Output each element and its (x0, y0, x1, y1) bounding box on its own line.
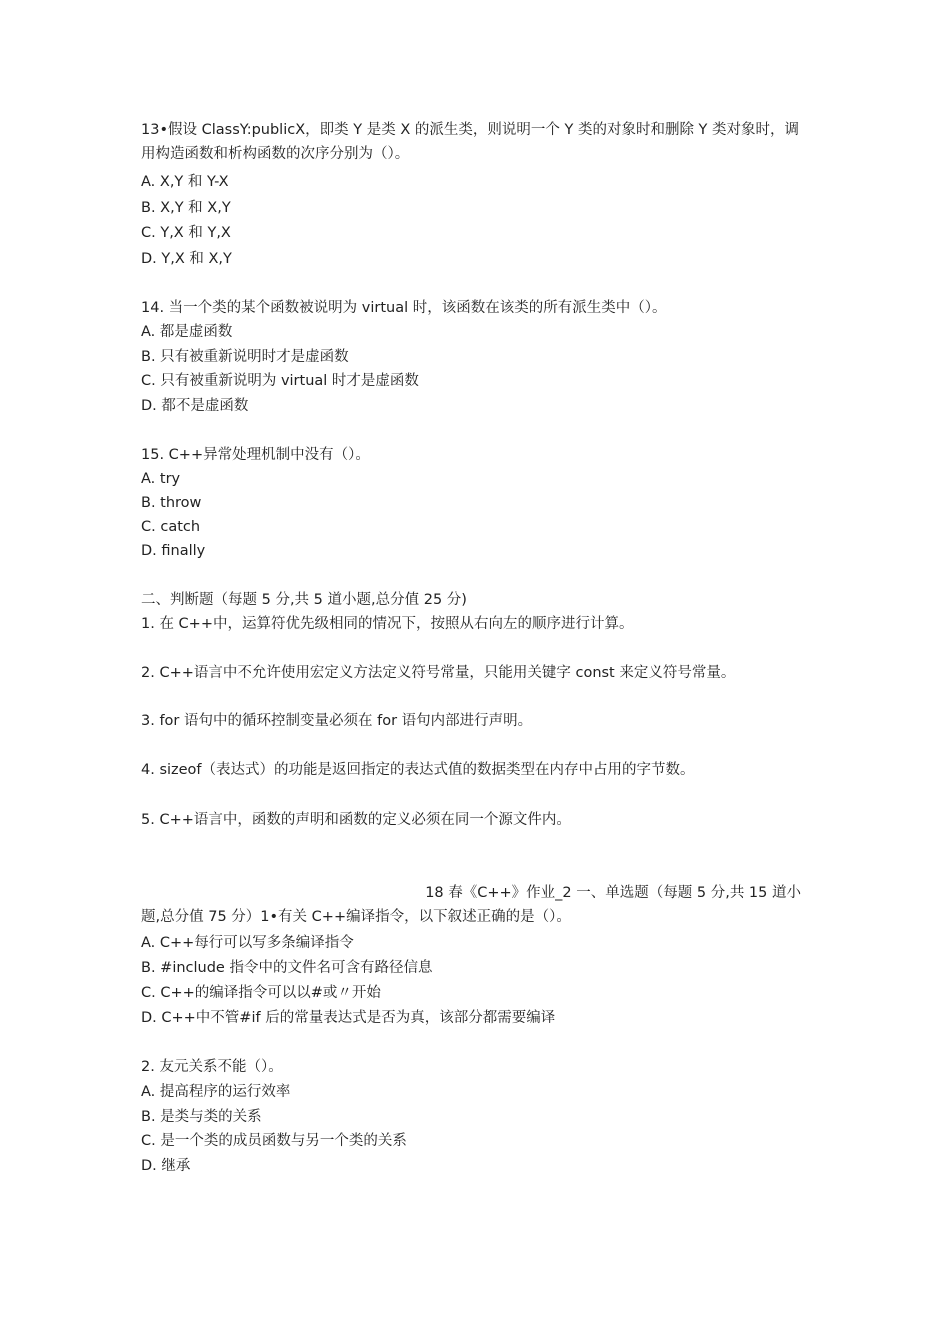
q2-option-c: C. 是一个类的成员函数与另一个类的关系 (141, 1133, 407, 1149)
q13-option-a: A. X,Y 和 Y-X (141, 174, 229, 190)
q13-option-c: C. Y,X 和 Y,X (141, 225, 231, 241)
q15-option-c: C. catch (141, 519, 201, 535)
q15-option-a: A. try (141, 471, 181, 487)
judge-item-4: 4. sizeof（表达式）的功能是返回指定的表达式值的数据类型在内存中占用的字节数。 (141, 762, 695, 778)
judge-item-5: 5. C++语言中，函数的声明和函数的定义必须在同一个源文件内。 (141, 812, 571, 828)
judge-heading: 二、判断题（每题 5 分,共 5 道小题,总分值 25 分) (141, 592, 467, 608)
q14-option-c: C. 只有被重新说明为 virtual 时才是虚函数 (141, 373, 419, 389)
judge-item-1: 1. 在 C++中，运算符优先级相同的情况下，按照从右向左的顺序进行计算。 (141, 616, 634, 632)
q2-option-b: B. 是类与类的关系 (141, 1109, 262, 1125)
q15-option-d: D. finally (141, 543, 206, 559)
q2-option-a: A. 提高程序的运行效率 (141, 1084, 291, 1100)
judge-item-3: 3. for 语句中的循环控制变量必须在 for 语句内部进行声明。 (141, 713, 533, 729)
hw2-q1-option-b: B. #include 指令中的文件名可含有路径信息 (141, 960, 433, 976)
hw2-q1-option-d: D. C++中不管#if 后的常量表达式是否为真，该部分都需要编译 (141, 1010, 556, 1026)
q2-option-d: D. 继承 (141, 1158, 191, 1174)
question-13-text: 13•假设 ClassY:publicX，即类 Y 是类 X 的派生类，则说明一个 Y 类的对象时和删除 Y 类对象时，调用构造函数和析构函数的次序分别为（）。 (141, 122, 800, 162)
question-14-text: 14. 当一个类的某个函数被说明为 virtual 时，该函数在该类的所有派生类中（）。 (141, 300, 667, 316)
q14-option-a: A. 都是虚函数 (141, 324, 233, 340)
question-2-text: 2. 友元关系不能（）。 (141, 1059, 283, 1075)
hw2-q1-option-c: C. C++的编译指令可以以#或〃开始 (141, 985, 381, 1001)
hw2-q1-option-a: A. C++每行可以写多条编译指令 (141, 935, 354, 951)
q13-option-b: B. X,Y 和 X,Y (141, 200, 231, 216)
judge-item-2: 2. C++语言中不允许使用宏定义方法定义符号常量，只能用关键字 const 来定义符号常量。 (141, 665, 736, 681)
q14-option-d: D. 都不是虚函数 (141, 398, 249, 414)
q13-option-d: D. Y,X 和 X,Y (141, 251, 232, 267)
hw2-question-1-text: 题,总分值 75 分）1•有关 C++编译指令，以下叙述正确的是（）。 (141, 909, 571, 925)
q14-option-b: B. 只有被重新说明时才是虚函数 (141, 349, 349, 365)
q15-option-b: B. throw (141, 495, 202, 511)
hw2-title-line: 18 春《C++》作业_2 一、单选题（每题 5 分,共 15 道小 (425, 885, 801, 901)
question-15-text: 15. C++异常处理机制中没有（）。 (141, 447, 370, 463)
